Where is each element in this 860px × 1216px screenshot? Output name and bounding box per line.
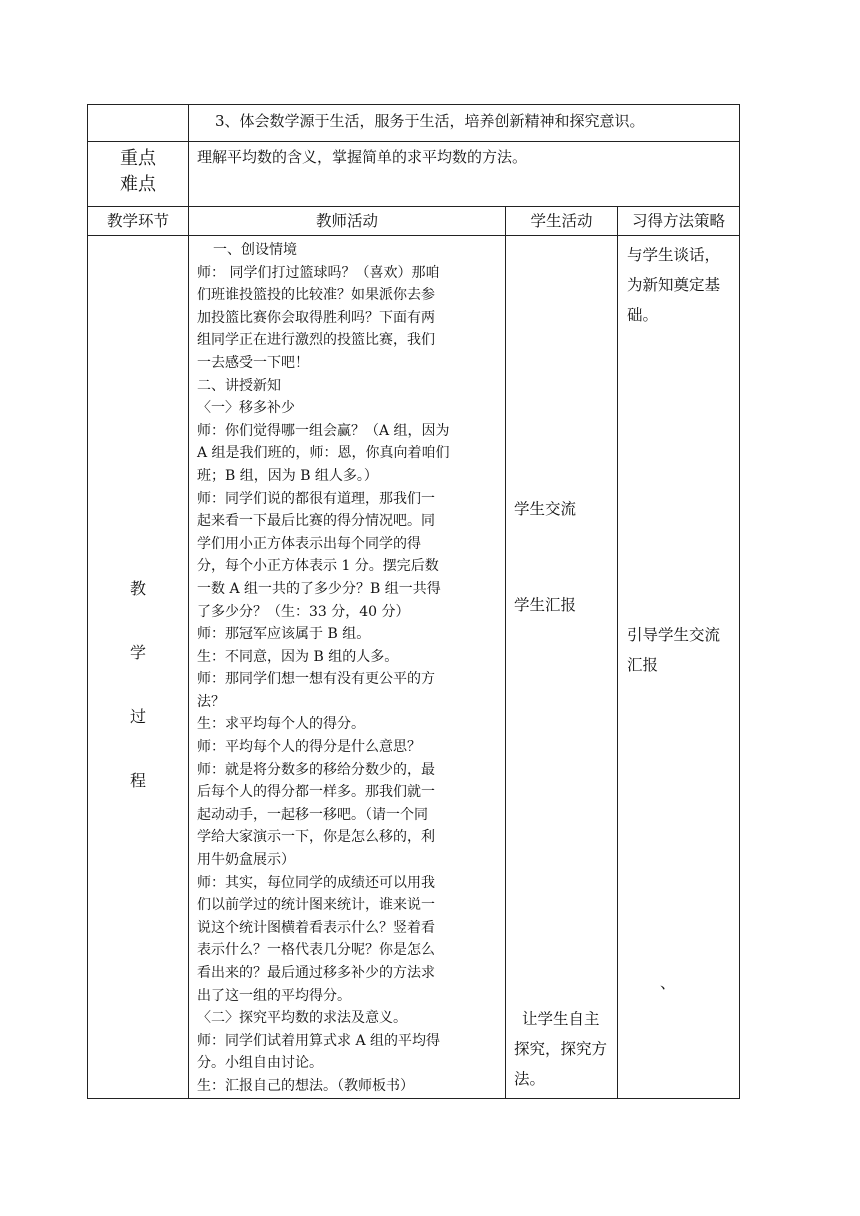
teacher-line: 们班谁投篮投的比较准？如果派你去参 (197, 287, 435, 304)
objective-row (88, 105, 740, 142)
subsection-heading: 〈一〉移多补少 (197, 400, 295, 417)
method-talk-text-3: 础。 (627, 306, 659, 324)
teacher-line: 出了这一组的平均得分。 (197, 987, 351, 1004)
teacher-line: 表示什么？一格代表几分呢？你是怎么 (197, 942, 435, 959)
teacher-line: 说这个统计图横着看表示什么？竖着看 (197, 919, 435, 936)
teacher-line: 师： 同学们打过篮球吗？（喜欢）那咱 (197, 264, 440, 281)
teacher-line: 后每个人的得分都一样多。那我们就一 (197, 784, 435, 801)
teacher-line: 班；B 组，因为 B 组人多。） (197, 467, 378, 484)
stage-char: 学 (129, 643, 146, 662)
teacher-line: 分，每个小正方体表示 1 分。摆完后数 (197, 558, 439, 575)
student-explore-text-2: 探究，探究方 (514, 1040, 608, 1058)
subsection-heading: 〈二〉探究平均数的求法及意义。 (197, 1010, 407, 1027)
student-exchange-text: 学生交流 (514, 500, 577, 518)
teacher-line: 师：那冠军应该属于 B 组。 (197, 626, 371, 643)
student-report-text: 学生汇报 (514, 596, 577, 614)
student-explore-text-3: 法。 (514, 1070, 546, 1088)
teacher-line: 加投篮比赛你会取得胜利吗？下面有两 (197, 309, 435, 326)
teacher-line: 起动动手，一起移一移吧。（请一个同 (197, 806, 428, 823)
teacher-line: 看出来的？最后通过移多补少的方法求 (197, 965, 435, 981)
header-row (88, 207, 740, 236)
lesson-plan-table (87, 104, 740, 1099)
key-points-row (88, 142, 740, 207)
teacher-line: 师：就是将分数多的移给分数少的，最 (197, 761, 435, 778)
method-talk-text-1: 与学生谈话， (627, 246, 721, 264)
student-activity-cell (506, 236, 618, 1099)
key-points-label (88, 142, 189, 207)
teacher-line: 分。小组自由讨论。 (197, 1055, 323, 1072)
teacher-line: 用牛奶盒展示） (197, 852, 295, 869)
teacher-line: 师：同学们试着用算式求 A 组的平均得 (197, 1032, 441, 1049)
teacher-line: 一数 A 组一共的了多少分？B 组一共得 (197, 580, 441, 597)
teacher-line: 们以前学过的统计图来统计，谁来说一 (197, 897, 435, 914)
method-strategy-cell (618, 236, 740, 1099)
key-label: 重点 (120, 148, 156, 169)
stage-char: 教 (129, 579, 146, 598)
student-explore-text-1: 让学生自主 (522, 1010, 600, 1028)
stage-char: 过 (129, 707, 146, 726)
teacher-line: 一去感受一下吧！ (197, 354, 309, 371)
objective-3-text: 3、体会数学源于生活，服务于生活，培养创新精神和探究意识。 (189, 105, 740, 142)
teacher-line: 了多少分？（生：33 分，40 分） (197, 603, 410, 620)
objective-label-cell (88, 105, 189, 142)
section-heading: 二、讲授新知 (197, 377, 281, 394)
teacher-line: 师：其实，每位同学的成绩还可以用我 (197, 874, 435, 891)
header-method-strategy: 习得方法策略 (618, 207, 740, 236)
method-mark: 、 (660, 974, 676, 992)
method-talk-text-2: 为新知奠定基 (627, 276, 721, 294)
teacher-line: 法？ (197, 693, 225, 710)
teacher-line: 学给大家演示一下，你是怎么移的，利 (197, 829, 435, 846)
key-points-text: 理解平均数的含义，掌握简单的求平均数的方法。 (189, 142, 740, 207)
teacher-line: 生：汇报自己的想法。（教师板书） (197, 1077, 414, 1094)
teacher-line: 师：你们觉得哪一组会赢？（A 组，因为 (197, 422, 450, 439)
teacher-line: 生：求平均每个人的得分。 (197, 716, 365, 733)
process-row (88, 236, 740, 1099)
teacher-line: 师：平均每个人的得分是什么意思？ (197, 739, 421, 756)
teacher-line: 生：不同意，因为 B 组的人多。 (197, 648, 399, 665)
teacher-line: 师：同学们说的都很有道理，那我们一 (197, 490, 435, 507)
teacher-line: 师：那同学们想一想有没有更公平的方 (197, 671, 435, 688)
teacher-activity-cell (189, 236, 506, 1099)
difficulty-label: 难点 (120, 174, 156, 195)
teacher-line: A 组是我们班的，师：恩，你真向着咱们 (197, 445, 450, 462)
teacher-line: 起来看一下最后比赛的得分情况吧。同 (197, 513, 435, 530)
header-teacher-activity: 教师活动 (189, 207, 506, 236)
method-guide-text-2: 汇报 (627, 656, 659, 674)
section-heading: 一、创设情境 (213, 242, 297, 258)
stage-char: 程 (129, 771, 146, 790)
teacher-line: 组同学正在进行激烈的投篮比赛，我们 (197, 332, 435, 349)
teacher-line: 学们用小正方体表示出每个同学的得 (197, 535, 421, 552)
header-student-activity: 学生活动 (506, 207, 618, 236)
header-stage: 教学环节 (88, 207, 189, 236)
stage-cell (88, 236, 189, 1099)
method-guide-text-1: 引导学生交流 (627, 626, 721, 644)
